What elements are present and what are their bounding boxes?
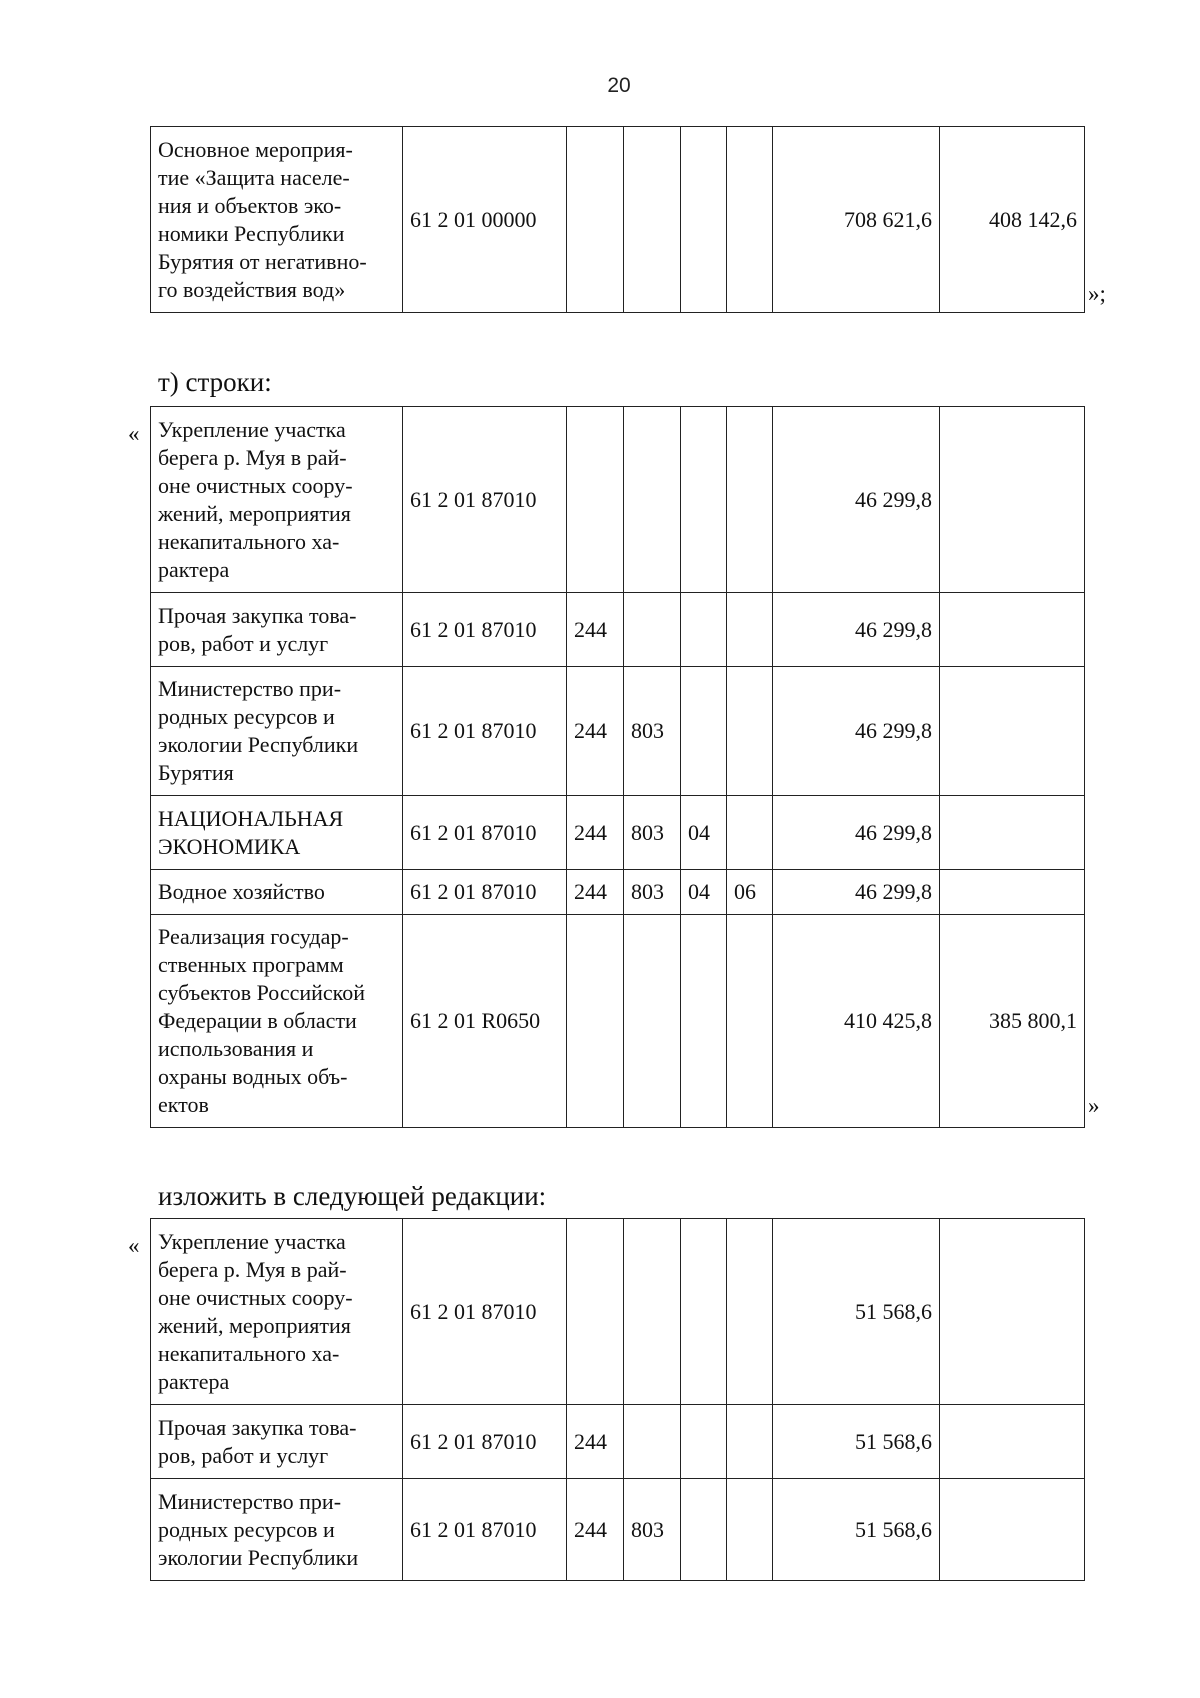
subsection-code-cell (727, 915, 773, 1128)
closing-quote-mark-2: » (1088, 1093, 1100, 1118)
expense-type-cell: 244 (567, 1479, 624, 1581)
expense-type-cell: 244 (567, 796, 624, 870)
row-name-cell: НАЦИОНАЛЬНАЯ ЭКОНОМИКА (151, 796, 403, 870)
section-code-cell (681, 593, 727, 667)
closing-quote-mark-1: »; (1088, 281, 1106, 306)
table-row (151, 870, 1085, 915)
section-code-cell (681, 127, 727, 313)
total-amount-cell: 46 299,8 (773, 593, 940, 667)
total-amount-cell: 51 568,6 (773, 1405, 940, 1479)
expense-type-cell (567, 127, 624, 313)
table-row (151, 127, 1085, 313)
federal-amount-cell (940, 407, 1085, 593)
administrator-code-cell: 803 (624, 1479, 681, 1581)
total-amount-cell: 46 299,8 (773, 407, 940, 593)
federal-amount-cell: 408 142,6 (940, 127, 1085, 313)
administrator-code-cell (624, 127, 681, 313)
row-name-cell: Прочая закупка това- ров, работ и услуг (151, 1405, 403, 1479)
federal-amount-cell (940, 593, 1085, 667)
federal-amount-cell (940, 1405, 1085, 1479)
table-row (151, 593, 1085, 667)
row-name-cell: Водное хозяйство (151, 870, 403, 915)
section-code-cell (681, 915, 727, 1128)
budget-table-program-event (150, 126, 1085, 313)
federal-amount-cell: 385 800,1 (940, 915, 1085, 1128)
expense-type-cell: 244 (567, 593, 624, 667)
subsection-code-cell (727, 796, 773, 870)
row-name-cell: Укрепление участка берега р. Муя в рай- оне очистных соору- жений, мероприятия некапитального ха- рактера (151, 1219, 403, 1405)
total-amount-cell: 51 568,6 (773, 1479, 940, 1581)
subsection-code-cell (727, 127, 773, 313)
row-name-cell: Реализация государ- ственных программ субъектов Российской Федерации в области использования и охраны водных объ- ектов (151, 915, 403, 1128)
row-name-cell: Прочая закупка това- ров, работ и услуг (151, 593, 403, 667)
opening-quote-mark-3: « (128, 1233, 140, 1258)
target-article-code-cell: 61 2 01 00000 (403, 127, 567, 313)
table-row (151, 1219, 1085, 1405)
section-code-cell (681, 407, 727, 593)
subsection-code-cell (727, 1405, 773, 1479)
federal-amount-cell (940, 1219, 1085, 1405)
row-name-cell: Министерство при- родных ресурсов и экологии Республики Бурятия (151, 667, 403, 796)
budget-table-new-lines (150, 1218, 1085, 1581)
section-code-cell: 04 (681, 870, 727, 915)
subsection-code-cell (727, 407, 773, 593)
federal-amount-cell (940, 870, 1085, 915)
target-article-code-cell: 61 2 01 R0650 (403, 915, 567, 1128)
target-article-code-cell: 61 2 01 87010 (403, 407, 567, 593)
table-row (151, 407, 1085, 593)
target-article-code-cell: 61 2 01 87010 (403, 1479, 567, 1581)
subsection-code-cell (727, 1219, 773, 1405)
administrator-code-cell (624, 1219, 681, 1405)
total-amount-cell: 51 568,6 (773, 1219, 940, 1405)
expense-type-cell: 244 (567, 1405, 624, 1479)
expense-type-cell (567, 407, 624, 593)
row-name-cell: Министерство при- родных ресурсов и экологии Республики (151, 1479, 403, 1581)
target-article-code-cell: 61 2 01 87010 (403, 796, 567, 870)
administrator-code-cell (624, 407, 681, 593)
total-amount-cell: 708 621,6 (773, 127, 940, 313)
expense-type-cell: 244 (567, 667, 624, 796)
section-code-cell (681, 1405, 727, 1479)
target-article-code-cell: 61 2 01 87010 (403, 667, 567, 796)
table-row (151, 1405, 1085, 1479)
section-code-cell: 04 (681, 796, 727, 870)
administrator-code-cell: 803 (624, 870, 681, 915)
target-article-code-cell: 61 2 01 87010 (403, 1219, 567, 1405)
table-row (151, 667, 1085, 796)
target-article-code-cell: 61 2 01 87010 (403, 870, 567, 915)
section-t-heading: т) строки: (158, 367, 272, 397)
table-row (151, 796, 1085, 870)
subsection-code-cell (727, 667, 773, 796)
federal-amount-cell (940, 667, 1085, 796)
federal-amount-cell (940, 1479, 1085, 1581)
row-name-cell: Укрепление участка берега р. Муя в рай- оне очистных соору- жений, мероприятия некапитального ха- рактера (151, 407, 403, 593)
subsection-code-cell (727, 593, 773, 667)
opening-quote-mark-2: « (128, 421, 140, 446)
target-article-code-cell: 61 2 01 87010 (403, 1405, 567, 1479)
replace-heading: изложить в следующей редакции: (158, 1181, 547, 1211)
expense-type-cell: 244 (567, 870, 624, 915)
table-row (151, 915, 1085, 1128)
administrator-code-cell (624, 915, 681, 1128)
subsection-code-cell (727, 1479, 773, 1581)
table-row (151, 1479, 1085, 1581)
row-name-cell: Основное мероприя- тие «Защита населе- ния и объектов эко- номики Республики Бурятия от негативно- го воздействия вод» (151, 127, 403, 313)
expense-type-cell (567, 915, 624, 1128)
total-amount-cell: 46 299,8 (773, 667, 940, 796)
section-code-cell (681, 1479, 727, 1581)
expense-type-cell (567, 1219, 624, 1405)
section-code-cell (681, 667, 727, 796)
administrator-code-cell (624, 593, 681, 667)
budget-table-current-lines (150, 406, 1085, 1128)
administrator-code-cell (624, 1405, 681, 1479)
total-amount-cell: 410 425,8 (773, 915, 940, 1128)
section-code-cell (681, 1219, 727, 1405)
target-article-code-cell: 61 2 01 87010 (403, 593, 567, 667)
total-amount-cell: 46 299,8 (773, 796, 940, 870)
subsection-code-cell: 06 (727, 870, 773, 915)
total-amount-cell: 46 299,8 (773, 870, 940, 915)
page-number: 20 (607, 74, 631, 97)
administrator-code-cell: 803 (624, 667, 681, 796)
administrator-code-cell: 803 (624, 796, 681, 870)
federal-amount-cell (940, 796, 1085, 870)
